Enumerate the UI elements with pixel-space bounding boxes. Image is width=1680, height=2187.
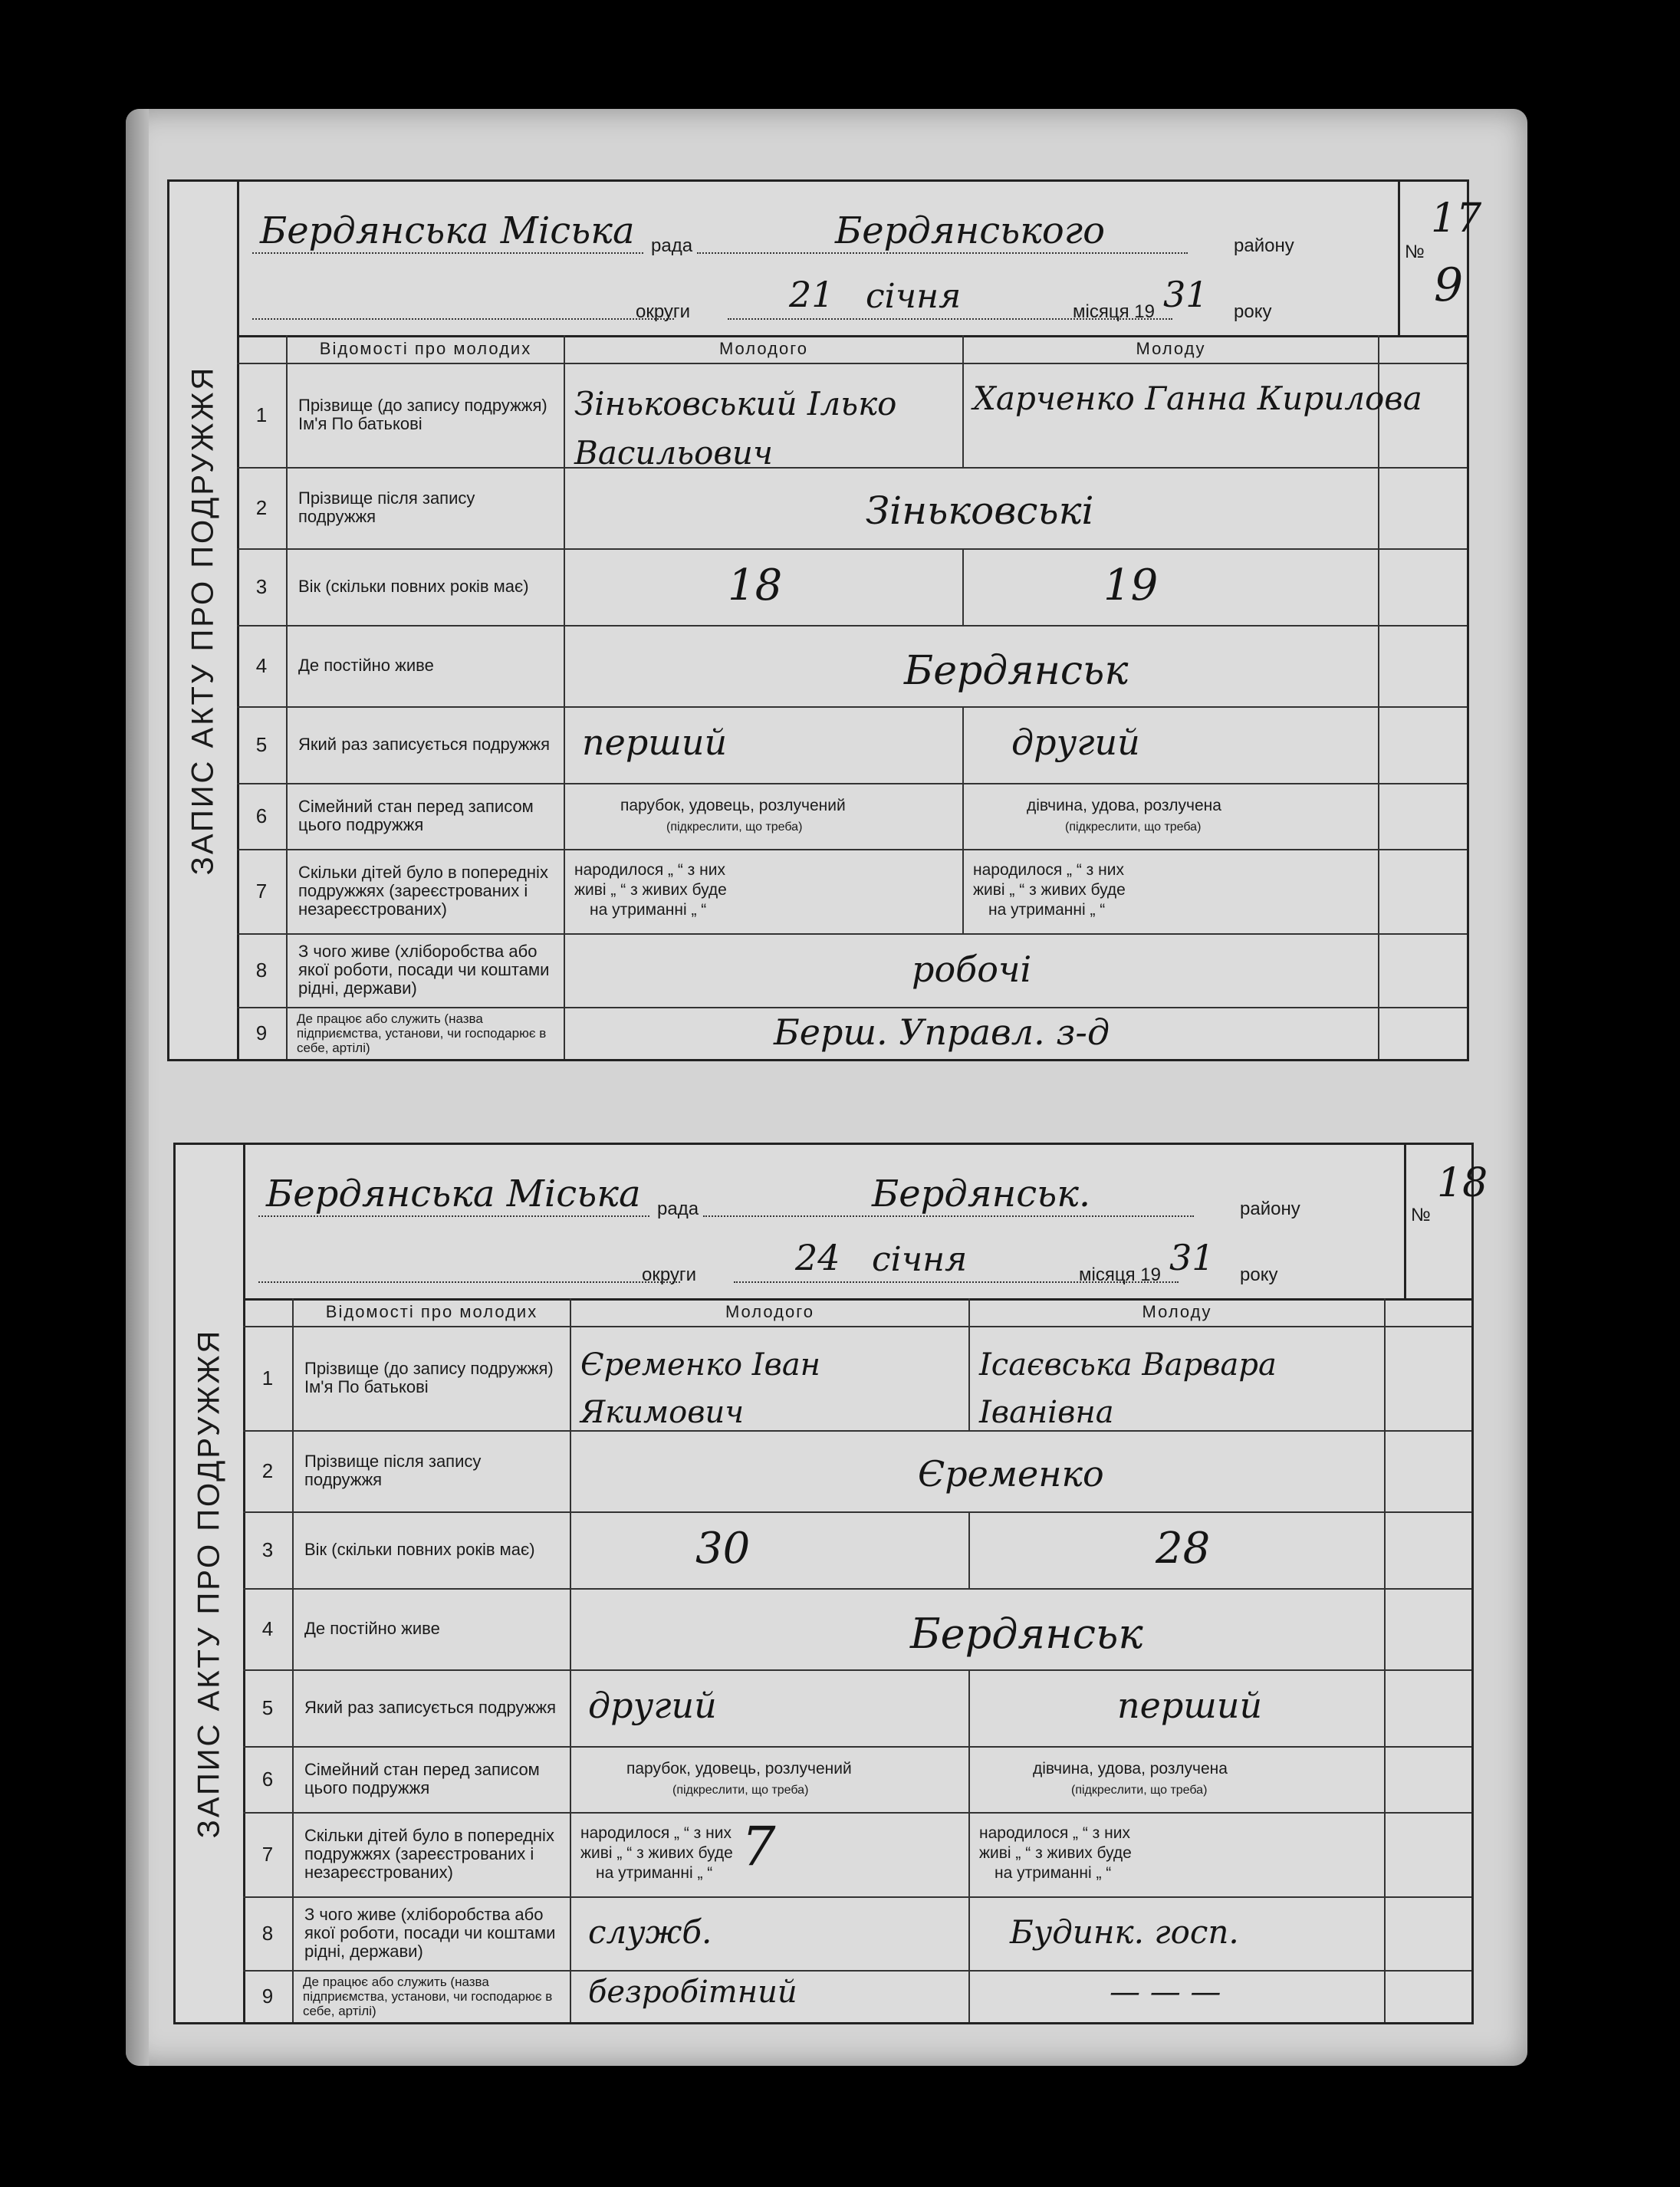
- page-spine-edge: [126, 109, 149, 2066]
- record-2-district: Бердянськ.: [872, 1172, 1091, 1215]
- rada-label: рада: [651, 235, 693, 256]
- record-1-header: [237, 182, 1398, 337]
- marriage-record-1: [167, 179, 1482, 1061]
- okrugy-label: округи: [636, 301, 691, 322]
- groom-age: 30: [695, 1524, 751, 1574]
- record-1-row-4: 4 Де постійно живе Бердянськ: [237, 625, 1467, 708]
- record-2-row-4: 4 Де постійно живе Бердянськ: [243, 1588, 1471, 1671]
- raion-label: району: [1234, 235, 1294, 256]
- heading-info: Відомості про молодих: [288, 335, 565, 363]
- record-2-row-2: 2 Прізвище після запису подружжя Єременко: [243, 1430, 1471, 1513]
- groom-age: 18: [728, 561, 783, 610]
- record-1-number: 17: [1431, 196, 1482, 242]
- bride-marriage-count: другий: [1011, 722, 1140, 763]
- record-2-row-9: 9 Де працює або служить (назва підприємства, установи, чи господарює в себе, артілі) безробітний — — —: [243, 1970, 1471, 2022]
- heading-groom: Молодого: [565, 335, 964, 363]
- surname-after: Зіньковські: [866, 488, 1094, 533]
- bride-occupation: Будинк. госп.: [1010, 1913, 1239, 1951]
- bride-workplace: — — —: [1110, 1975, 1221, 2010]
- groom-marriage-count: перший: [582, 722, 728, 763]
- heading-bride: Молоду: [964, 335, 1379, 363]
- groom-status-options: парубок, удовець, розлучений: [626, 1760, 852, 1778]
- record-1-row-2: 2 Прізвище після запису подружжя Зіньковські: [237, 467, 1467, 550]
- record-1-number-secondary: 9: [1434, 258, 1464, 312]
- surname-after: Єременко: [918, 1453, 1104, 1495]
- record-1-row-9: 9 Де працює або служить (назва підприємства, установи, чи господарює в себе, артілі) Берш. Управл. з-д: [237, 1007, 1467, 1059]
- record-2-row-3: 3 Вік (скільки повних років має) 30 28: [243, 1511, 1471, 1590]
- bride-status-options: дівчина, удова, розлучена: [1027, 797, 1221, 814]
- groom-status-options: парубок, удовець, розлучений: [620, 797, 846, 814]
- record-1-number-box: № 17 9: [1398, 182, 1469, 337]
- record-1-column-headings: [237, 335, 1467, 364]
- record-2-row-7: 7 Скільки дітей було в попередніх подружжях (зареєстрованих і незареєстрованих) народилося „ “ з них живі „ “ з живих буде на утриманні „ “ 7 народилося „ “ з них живі „ “ з живих буде на утриманні „ “: [243, 1812, 1471, 1898]
- bride-status-options: дівчина, удова, розлучена: [1033, 1760, 1228, 1778]
- record-1-row-6: 6 Сімейний стан перед записом цього подружжя парубок, удовець, розлучений (підкреслити, що треба) дівчина, удова, розлучена (підкреслити, що треба): [237, 783, 1467, 850]
- record-2-number: 18: [1437, 1160, 1488, 1206]
- record-2-day: 24: [795, 1237, 840, 1278]
- bride-marriage-count: перший: [1117, 1685, 1263, 1726]
- record-2-header: Бердянська Міська рада Бердянськ. району округи 24 січня місяця 19 31 року: [243, 1145, 1404, 1301]
- record-2-row-6: 6 Сімейний стан перед записом цього подружжя парубок, удовець, розлучений (підкреслити, що треба) дівчина, удова, розлучена (підкреслити, що треба): [243, 1746, 1471, 1814]
- record-1-day: 21: [789, 274, 834, 315]
- groom-marriage-count: другий: [588, 1685, 717, 1726]
- record-1-row-8: 8 З чого живе (хліборобства або якої роботи, посади чи коштами рідні, держави) робочі: [237, 933, 1467, 1008]
- residence: Бердянськ: [904, 648, 1129, 694]
- bride-name: Ісаєвська Варвара Іванівна: [979, 1347, 1277, 1430]
- bride-name: Харченко Ганна Кирилова: [973, 380, 1422, 417]
- record-1-row-7: 7 Скільки дітей було в попередніх подружжях (зареєстрованих і незареєстрованих) народилося „ “ з них живі „ “ з живих буде на утриманні „ “ народилося „ “ з них живі „ “ з живих буде на утриманні „ “: [237, 849, 1467, 935]
- roku-label: року: [1234, 301, 1272, 322]
- record-1-row-5: 5 Який раз записується подружжя перший другий: [237, 706, 1467, 784]
- record-1-row-1: 1 Прізвище (до запису подружжя) Ім'я По батькові Зіньковський Ілько Васильович Харченко Ганна Кирилова: [237, 363, 1467, 469]
- marriage-record-2: [173, 1143, 1488, 2024]
- workplace: Берш. Управл. з-д: [774, 1011, 1110, 1053]
- bride-age: 28: [1156, 1524, 1211, 1574]
- record-2-row-8: 8 З чого живе (хліборобства або якої роботи, посади чи коштами рідні, держави) служб. Будинк. госп.: [243, 1896, 1471, 1972]
- record-2-number-box: № 18: [1404, 1145, 1474, 1301]
- residence: Бердянськ: [910, 1610, 1143, 1658]
- record-2-row-1: 1 Прізвище (до запису подружжя) Ім'я По батькові Єременко Іван Якимович Ісаєвська Варвара Іванівна: [243, 1326, 1471, 1432]
- groom-name: Єременко Іван Якимович: [580, 1347, 821, 1430]
- record-1-council: Бердянська Міська: [260, 209, 635, 252]
- groom-occupation: служб.: [588, 1913, 712, 1951]
- groom-name: Зіньковський Ілько Васильович: [574, 385, 897, 472]
- record-2-row-5: 5 Який раз записується подружжя другий перший: [243, 1669, 1471, 1748]
- misyatsia-label: місяця 19: [1073, 301, 1155, 322]
- occupation: робочі: [912, 949, 1032, 990]
- bride-age: 19: [1103, 561, 1159, 610]
- record-2-side-title: ЗАПИС АКТУ ПРО ПОДРУЖЖЯ: [176, 1145, 245, 2022]
- record-1-month: січня: [866, 277, 962, 316]
- record-2-council: Бердянська Міська: [266, 1172, 641, 1215]
- record-2-month: січня: [872, 1240, 968, 1279]
- record-1-side-title: ЗАПИС АКТУ ПРО ПОДРУЖЖЯ: [169, 182, 239, 1059]
- record-1-row-3: 3 Вік (скільки повних років має) 18 19: [237, 548, 1467, 627]
- groom-children-born: 7: [741, 1815, 776, 1878]
- record-1-year: 31: [1163, 274, 1208, 315]
- record-2-column-headings: Відомості про молодих Молодого Молоду: [243, 1298, 1471, 1327]
- record-2-year: 31: [1169, 1237, 1215, 1278]
- record-1-district: Бердянського: [835, 209, 1105, 252]
- groom-workplace: безробітний: [588, 1975, 797, 2010]
